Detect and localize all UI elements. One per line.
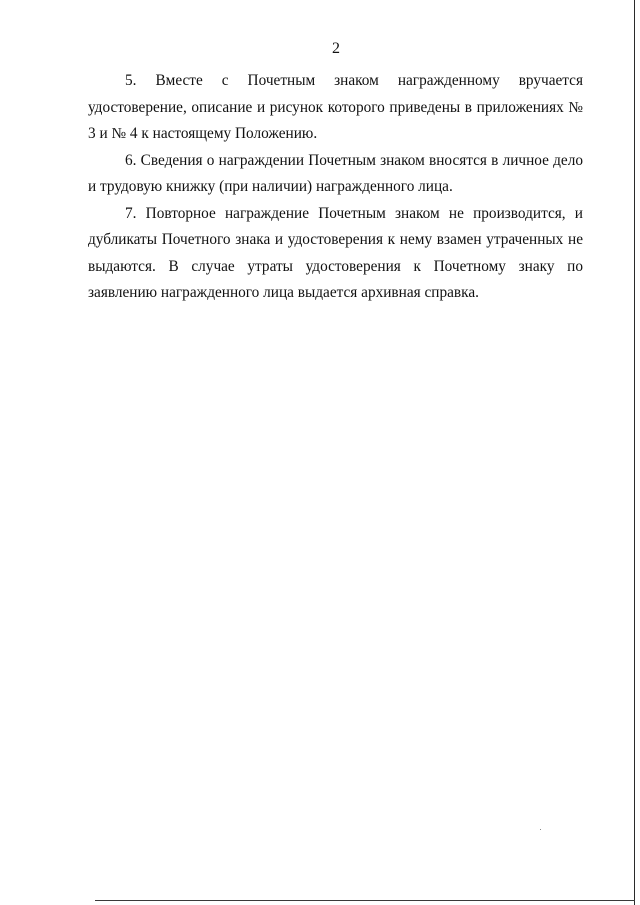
scan-edge-bottom — [95, 900, 635, 901]
page-number: 2 — [332, 40, 340, 57]
paragraph-6: 6. Сведения о награждении Почетным знаком вносятся в личное дело и трудовую книжку (при наличии) награжденного лица. — [88, 151, 583, 195]
paragraph-7: 7. Повторное награждение Почетным знаком не производится, и дубликаты Почетного знака и удостоверения к нему взамен утраченных не выдаются. В случае утраты удостоверения к Почетному знаку по заявлению награжденного лица выдается архивная справка. — [88, 204, 583, 301]
scan-speck — [540, 829, 541, 830]
paragraph-5: 5. Вместе с Почетным знаком награжденному вручается удостоверение, описание и рисунок которого приведены в приложениях № 3 и № 4 к настоящему Положению. — [88, 72, 583, 142]
scan-edge-right — [634, 0, 635, 905]
document-body — [88, 68, 583, 307]
